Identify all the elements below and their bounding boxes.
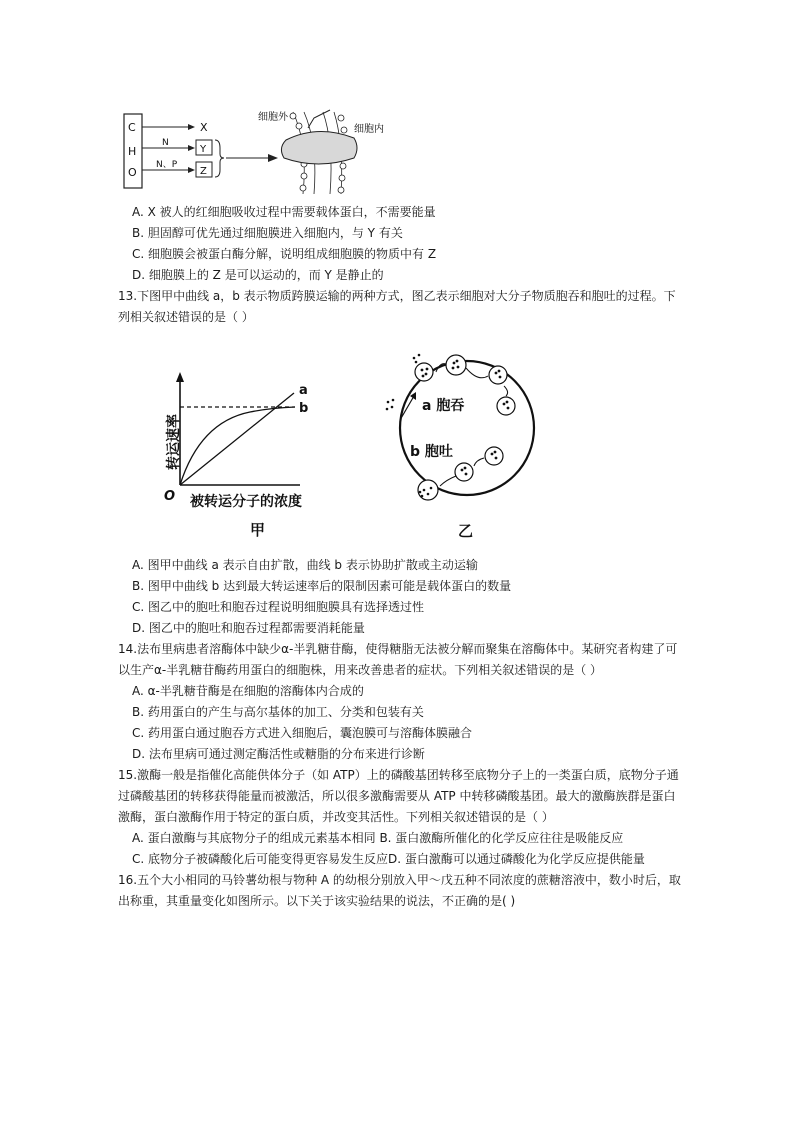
outside-label: 细胞外 xyxy=(258,112,288,123)
element-h: H xyxy=(128,145,137,158)
membrane-composition-figure xyxy=(118,104,408,196)
figure-yi xyxy=(378,352,548,544)
q15-stem-line-2: 过磷酸基团的转移获得能量而被激活，所以很多激酶需要从 ATP 中转移磷酸基团。最大的激酶族群是蛋白 xyxy=(118,789,676,803)
q14-stem-line-2: 以生产α-半乳糖苷酶药用蛋白的细胞株，用来改善患者的症状。下列相关叙述错误的是（ ） xyxy=(118,663,603,677)
q12-option-a: A. X 被人的红细胞吸收过程中需要载体蛋白，不需要能量 xyxy=(132,205,436,219)
q15-options-cd: C. 底物分子被磷酸化后可能变得更容易发生反应D. 蛋白激酶可以通过磷酸化为化学反应提供能量 xyxy=(132,852,645,866)
q14-option-a: A. α-半乳糖苷酶是在细胞的溶酶体内合成的 xyxy=(132,684,364,698)
element-c: C xyxy=(128,121,136,134)
exocytosis-label: b 胞吐 xyxy=(410,444,453,460)
q13-option-a: A. 图甲中曲线 a 表示自由扩散，曲线 b 表示协助扩散或主动运输 xyxy=(132,558,478,572)
q14-option-b: B. 药用蛋白的产生与高尔基体的加工、分类和包装有关 xyxy=(132,705,424,719)
q13-stem-line-2: 列相关叙述错误的是（ ） xyxy=(118,310,254,324)
x-label: X xyxy=(200,121,208,134)
membrane-protein xyxy=(281,131,357,164)
figure-yi-caption: 乙 xyxy=(458,522,474,540)
q13-option-d: D. 图乙中的胞吐和胞吞过程都需要消耗能量 xyxy=(132,621,365,635)
q12-option-d: D. 细胞膜上的 Z 是可以运动的，而 Y 是静止的 xyxy=(132,268,384,282)
n-label: N xyxy=(162,138,169,148)
q15-stem-line-3: 激酶，蛋白激酶作用于特定的蛋白质，并改变其活性。下列相关叙述错误的是（ ） xyxy=(118,810,554,824)
q13-stem-line-1: 13.下图甲中曲线 a，b 表示物质跨膜运输的两种方式，图乙表示细胞对大分子物质胞吞和胞吐的过程。下 xyxy=(118,289,676,303)
curve-b-label: b xyxy=(299,401,309,416)
q14-option-c: C. 药用蛋白通过胞吞方式进入细胞后，囊泡膜可与溶酶体膜融合 xyxy=(132,726,473,740)
inside-label: 细胞内 xyxy=(354,124,384,135)
curve-b xyxy=(180,407,295,485)
q15-options-ab: A. 蛋白激酶与其底物分子的组成元素基本相同 B. 蛋白激酶所催化的化学反应往往是吸能反应 xyxy=(132,831,624,845)
endocytosis-label: a 胞吞 xyxy=(422,398,465,414)
y-label: Y xyxy=(200,144,207,155)
y-axis-label: 转运速率 xyxy=(166,414,182,470)
curve-a-label: a xyxy=(299,383,308,398)
q14-option-d: D. 法布里病可通过测定酶活性或糖脂的分布来进行诊断 xyxy=(132,747,425,761)
q16-stem-line-1: 16.五个大小相同的马铃薯幼根与物种 A 的幼根分别放入甲～戊五种不同浓度的蔗糖溶液中，数小时后，取 xyxy=(118,873,681,887)
q16-stem-line-2: 出称重，其重量变化如图所示。以下关于该实验结果的说法，不正确的是( ) xyxy=(118,894,516,908)
element-o: O xyxy=(128,166,137,179)
q12-option-c: C. 细胞膜会被蛋白酶分解，说明组成细胞膜的物质中有 Z xyxy=(132,247,437,261)
figure-jia xyxy=(150,370,340,542)
q13-option-b: B. 图甲中曲线 b 达到最大转运速率后的限制因素可能是载体蛋白的数量 xyxy=(132,579,512,593)
np-label: N、P xyxy=(156,160,178,170)
q15-stem-line-1: 15.激酶一般是指催化高能供体分子（如 ATP）上的磷酸基团转移至底物分子上的一类蛋白质，底物分子通 xyxy=(118,768,679,782)
z-label: Z xyxy=(200,166,207,177)
origin-label: O xyxy=(164,489,176,504)
x-axis-label: 被转运分子的浓度 xyxy=(190,494,302,510)
figure-jia-caption: 甲 xyxy=(250,521,266,539)
q13-option-c: C. 图乙中的胞吐和胞吞过程说明细胞膜具有选择透过性 xyxy=(132,600,425,614)
q14-stem-line-1: 14.法布里病患者溶酶体中缺少α-半乳糖苷酶，使得糖脂无法被分解而聚集在溶酶体中。某研究者构建了可 xyxy=(118,642,678,656)
q12-option-b: B. 胆固醇可优先通过细胞膜进入细胞内，与 Y 有关 xyxy=(132,226,403,240)
